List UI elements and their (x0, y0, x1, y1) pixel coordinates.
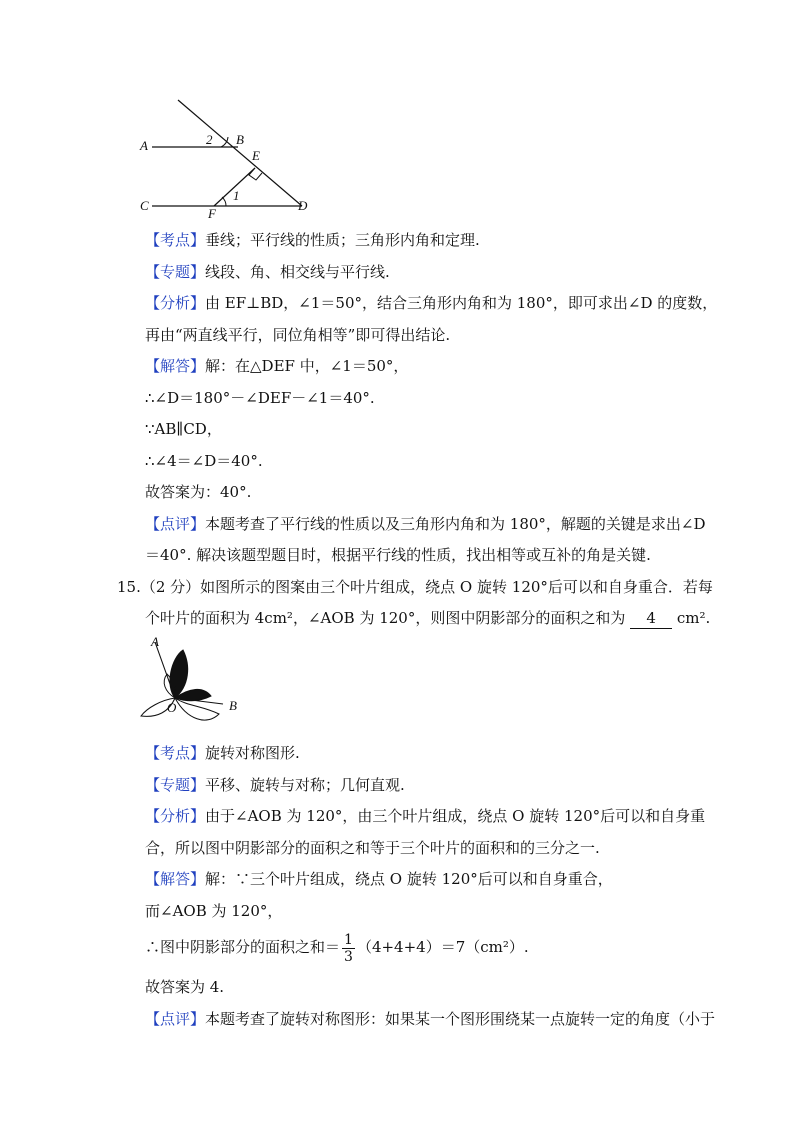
q15-jieda: 【解答】解：∵三个叶片组成，绕点 O 旋转 120°后可以和自身重合， (145, 870, 613, 888)
q15-fenxi-cont: 合，所以图中阴影部分的面积之和等于三个叶片的面积和的三分之一. (145, 839, 600, 857)
q14-answer: 故答案为：40°. (145, 483, 252, 501)
q15-fenxi: 【分析】由于∠AOB 为 120°，由三个叶片组成，绕点 O 旋转 120°后可以和自身重 (145, 807, 706, 825)
q15-stem-cont: 个叶片的面积为 4cm²，∠AOB 为 120°，则图中阴影部分的面积之和为 4 cm². (145, 609, 711, 627)
label-E: E (252, 148, 260, 163)
q15-step2: ∴图中阴影部分的面积之和＝ $\frac{1}{3}$ （4+4+4）＝7（cm²）. (145, 931, 529, 965)
q15-dianping: 【点评】本题考查了旋转对称图形：如果某一个图形围绕某一点旋转一定的角度（小于 (145, 1010, 716, 1028)
q14-jieda: 【解答】解：在△DEF 中，∠1＝50°， (145, 357, 409, 375)
q14-dianping-cont: ＝40°. 解决该题型题目时，根据平行线的性质，找出相等或互补的角是关键. (145, 546, 651, 564)
fraction-one-third: $\frac{1}{3}$ (344, 931, 353, 965)
q14-kaodian: 【考点】垂线；平行线的性质；三角形内角和定理. (145, 231, 480, 249)
q15-stem: 15.（2 分）如图所示的图案由三个叶片组成，绕点 O 旋转 120°后可以和自身重合．若每 (117, 578, 713, 596)
parallel-lines-figure (130, 98, 330, 218)
answer-blank: 4 (630, 608, 672, 629)
q14-zhuanti: 【专题】线段、角、相交线与平行线. (145, 263, 390, 281)
q15-zhuanti: 【专题】平移、旋转与对称；几何直观. (145, 776, 405, 794)
label-A: A (151, 636, 159, 649)
q14-dianping: 【点评】本题考查了平行线的性质以及三角形内角和为 180°，解题的关键是求出∠D (145, 515, 706, 533)
label-one: 1 (233, 188, 240, 203)
q14-step1: ∴∠D＝180°－∠DEF－∠1＝40°. (145, 389, 375, 407)
q15-step1: 而∠AOB 为 120°， (145, 902, 283, 920)
label-F: F (208, 206, 216, 218)
label-O: O (167, 700, 177, 715)
label-B: B (236, 132, 244, 147)
q14-step3: ∴∠4＝∠D＝40°. (145, 452, 263, 470)
label-A: A (140, 138, 148, 153)
label-two: 2 (206, 132, 213, 147)
q14-fenxi-cont: 再由“两直线平行，同位角相等”即可得出结论. (145, 326, 451, 344)
label-C: C (140, 198, 149, 213)
q14-step2: ∵AB∥CD， (145, 420, 222, 438)
q15-kaodian: 【考点】旋转对称图形. (145, 744, 300, 762)
three-leaf-figure (135, 636, 255, 736)
q14-fenxi: 【分析】由 EF⊥BD，∠1＝50°，结合三角形内角和为 180°，即可求出∠D 的度数， (145, 294, 718, 312)
label-D: D (298, 198, 308, 213)
q15-answer: 故答案为 4. (145, 978, 225, 996)
label-B: B (229, 698, 237, 713)
